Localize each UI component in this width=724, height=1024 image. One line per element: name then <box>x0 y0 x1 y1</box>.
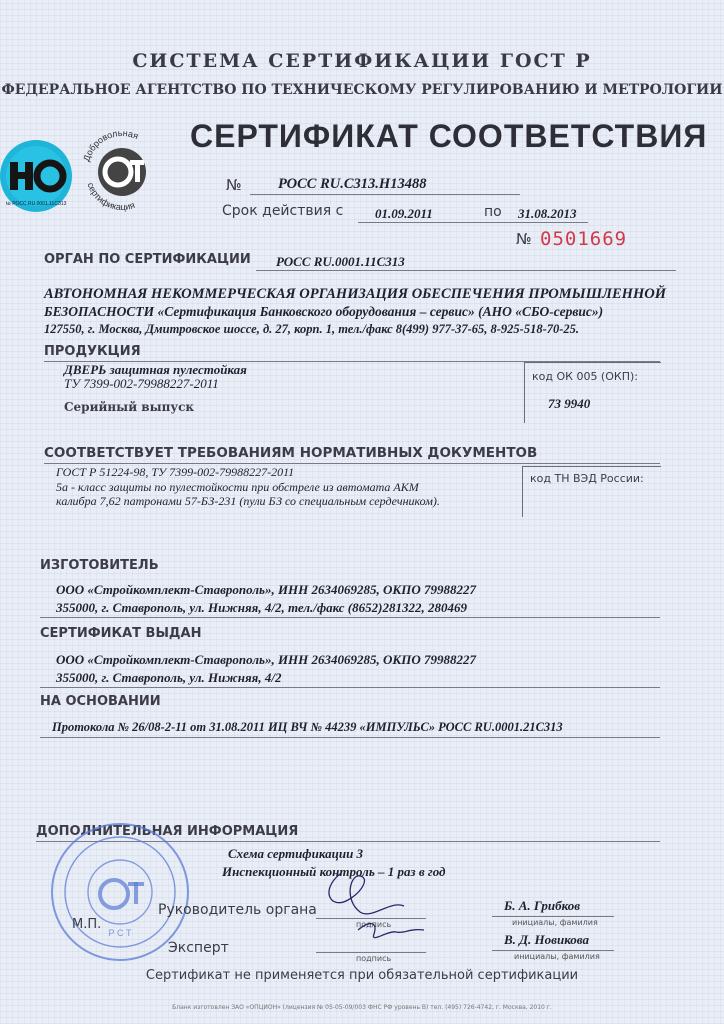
additional-info-label: ДОПОЛНИТЕЛЬНАЯ ИНФОРМАЦИЯ <box>36 824 299 839</box>
manufacturer-line2: 355000, г. Ставрополь, ул. Нижняя, 4/2, тел./факс (8652)281322, 280469 <box>56 600 467 615</box>
tnved-label: код ТН ВЭД России: <box>530 472 644 485</box>
agency-name: ФЕДЕРАЛЬНОЕ АГЕНТСТВО ПО ТЕХНИЧЕСКОМУ РЕГУЛИРОВАНИЮ И МЕТРОЛОГИИ <box>1 82 723 98</box>
blank-serial-number: 0501669 <box>540 228 628 250</box>
head-sign-caption: подпись <box>356 920 392 929</box>
basis-underline <box>40 737 660 738</box>
expert-name: В. Д. Новикова <box>504 932 590 947</box>
basis-label: НА ОСНОВАНИИ <box>40 694 161 709</box>
expert-sign-caption: подпись <box>356 954 392 963</box>
compliance-line1: ГОСТ Р 51224-98, ТУ 7399-002-79988227-2011 <box>56 465 295 479</box>
certificate-title: СЕРТИФИКАТ СООТВЕТСТВИЯ <box>190 118 708 154</box>
product-tu: ТУ 7399-002-79988227-2011 <box>64 376 219 391</box>
validity-underline <box>358 222 588 223</box>
seal-caption: Р С Т <box>108 928 132 938</box>
voluntary-certification-logo <box>78 118 166 214</box>
expert-name-line <box>492 950 614 951</box>
certification-system-title: СИСТЕМА СЕРТИФИКАЦИИ ГОСТ Р <box>132 50 592 72</box>
handwritten-signatures <box>300 860 440 950</box>
compliance-label: СООТВЕТСТВУЕТ ТРЕБОВАНИЯМ НОРМАТИВНЫХ ДОКУМЕНТОВ <box>44 445 538 461</box>
certification-body-label: ОРГАН ПО СЕРТИФИКАЦИИ <box>44 252 251 267</box>
manufacturer-underline <box>40 617 660 618</box>
compliance-underline <box>44 463 660 464</box>
issued-line1: ООО «Стройкомплект-Ставрополь», ИНН 2634069285, ОКПО 79988227 <box>56 652 476 667</box>
organ-name-line1: АВТОНОМНАЯ НЕКОММЕРЧЕСКАЯ ОРГАНИЗАЦИЯ ОБЕСПЕЧЕНИЯ ПРОМЫШЛЕННОЙ <box>44 286 666 302</box>
number-label: № <box>226 176 242 194</box>
organ-underline <box>256 270 676 271</box>
inspection-control: Инспекционный контроль – 1 раз в год <box>222 864 446 879</box>
voluntary-text-top: Добровольная <box>81 127 140 163</box>
manufacturer-line1: ООО «Стройкомплект-Ставрополь», ИНН 2634069285, ОКПО 79988227 <box>56 582 476 597</box>
voluntary-text-bottom: сертификация <box>85 181 136 213</box>
head-name-caption: инициалы, фамилия <box>512 918 598 927</box>
expert-sign-line <box>316 952 426 953</box>
serial-label: № <box>516 230 532 248</box>
number-underline <box>250 194 520 195</box>
compliance-line2: 5а - класс защиты по пулестойкости при обстреле из автомата АКМ <box>56 480 419 494</box>
issued-line2: 355000, г. Ставрополь, ул. Нижняя, 4/2 <box>56 670 282 685</box>
okp-code: 73 9940 <box>548 396 591 411</box>
certificate-number: РОСС RU.C313.H13488 <box>278 176 427 192</box>
manufacturer-label: ИЗГОТОВИТЕЛЬ <box>40 558 159 573</box>
expert-label: Эксперт <box>168 940 229 956</box>
series-type: Серийный выпуск <box>64 400 195 414</box>
expert-name-caption: инициалы, фамилия <box>514 952 600 961</box>
validity-label: Срок действия с <box>222 203 344 219</box>
okp-label: код ОК 005 (ОКП): <box>532 370 638 383</box>
footer-note: Сертификат не применяется при обязательной сертификации <box>145 968 579 983</box>
stamp-place-label: М.П. <box>72 917 102 932</box>
head-label: Руководитель органа <box>158 902 317 918</box>
basis-line1: Протокола № 26/08-2-11 от 31.08.2011 ИЦ ВЧ № 44239 «ИМПУЛЬС» РОСС RU.0001.21С313 <box>52 720 563 734</box>
compliance-line3: калибра 7,62 патронами 57-БЗ-231 (пули БЗ со специальным сердечником). <box>56 494 440 508</box>
conformity-mark-logo <box>0 140 78 218</box>
product-name: ДВЕРЬ защитная пулестойкая <box>64 362 247 377</box>
issued-to-label: СЕРТИФИКАТ ВЫДАН <box>40 626 202 641</box>
issued-underline <box>40 687 660 688</box>
print-line: Бланк изготовлен ЗАО «ОПЦИОН» (лицензия № 05-05-09/003 ФНС РФ уровень В) тел. (495) 726-4742, г. Москва, 2010 г. <box>172 1004 552 1011</box>
head-name: Б. А. Грибков <box>504 898 581 913</box>
product-label: ПРОДУКЦИЯ <box>44 344 141 359</box>
certification-body-code: РОСС RU.0001.11С313 <box>276 254 405 269</box>
certification-scheme: Схема сертификации 3 <box>228 846 364 861</box>
valid-to-label: по <box>484 204 502 220</box>
mark-caption: № РОСС RU.0001.11СЗ13 <box>5 201 67 207</box>
organ-address: 127550, г. Москва, Дмитровское шоссе, д. 27, корп. 1, тел./факс 8(499) 977-37-65, 8-925-518-70-25. <box>44 322 580 336</box>
valid-to: 31.08.2013 <box>518 206 577 221</box>
head-name-line <box>492 916 614 917</box>
valid-from: 01.09.2011 <box>375 206 433 221</box>
organ-name-line2: БЕЗОПАСНОСТИ «Сертификация Банковского оборудования – сервис» (АНО «СБО-сервис») <box>44 304 604 319</box>
